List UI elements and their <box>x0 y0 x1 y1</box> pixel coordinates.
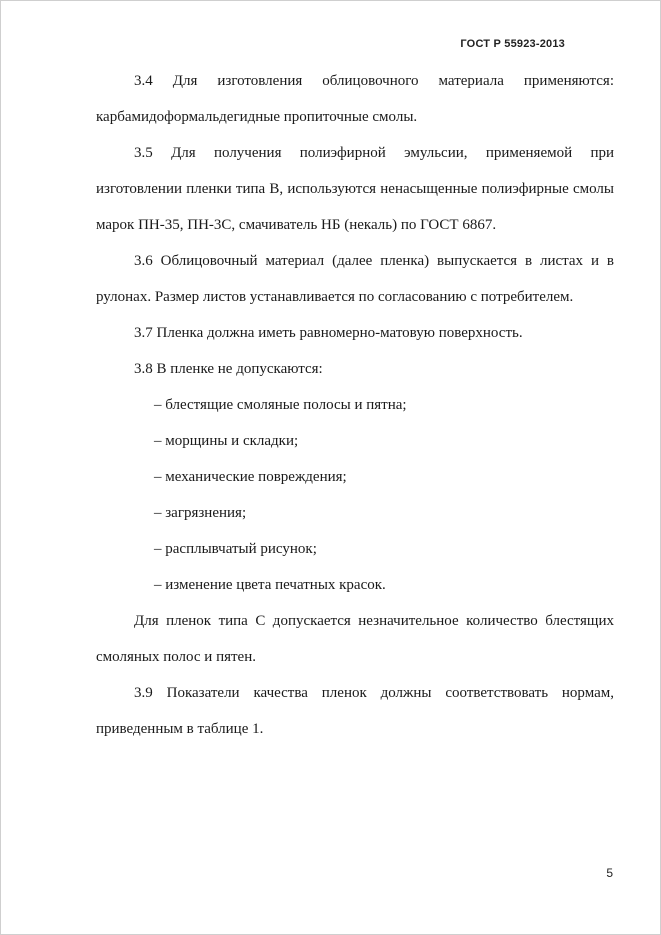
paragraph-3-6: 3.6 Облицовочный материал (далее пленка) выпускается в листах и в рулонах. Размер листов устанавливается по согласованию с потребителем. <box>96 253 614 305</box>
defect-list-item: – загрязнения; <box>154 505 247 521</box>
defect-list-item: – блестящие смоляные полосы и пятна; <box>154 397 407 413</box>
defect-list-item: – морщины и складки; <box>154 433 299 449</box>
paragraph-3-7: 3.7 Пленка должна иметь равномерно-матовую поверхность. <box>134 325 523 341</box>
paragraph-3-5: 3.5 Для получения полиэфирной эмульсии, применяемой при изготовлении пленки типа В, используются ненасыщенные полиэфирные смолы марок ПН-35, ПН-3С, смачиватель НБ (некаль) по ГОСТ 6867. <box>96 145 614 233</box>
defect-list-item: – изменение цвета печатных красок. <box>154 577 386 593</box>
defect-list-item: – механические повреждения; <box>154 469 347 485</box>
paragraph-3-9: 3.9 Показатели качества пленок должны соответствовать нормам, приведенным в таблице 1. <box>96 685 614 737</box>
document-standard-id: ГОСТ Р 55923-2013 <box>460 38 565 50</box>
paragraph-3-8: 3.8 В пленке не допускаются: <box>134 361 323 377</box>
paragraph-type-c-note: Для пленок типа С допускается незначительное количество блестящих смоляных полос и пятен. <box>96 613 614 665</box>
paragraph-3-4-line-1: 3.4 Для изготовления облицовочного материала применяются: <box>134 73 614 89</box>
defect-list-item: – расплывчатый рисунок; <box>154 541 317 557</box>
paragraph-3-4-line-2: карбамидоформальдегидные пропиточные смолы. <box>96 109 418 125</box>
document-body <box>96 63 614 747</box>
page-number: 5 <box>606 866 613 880</box>
